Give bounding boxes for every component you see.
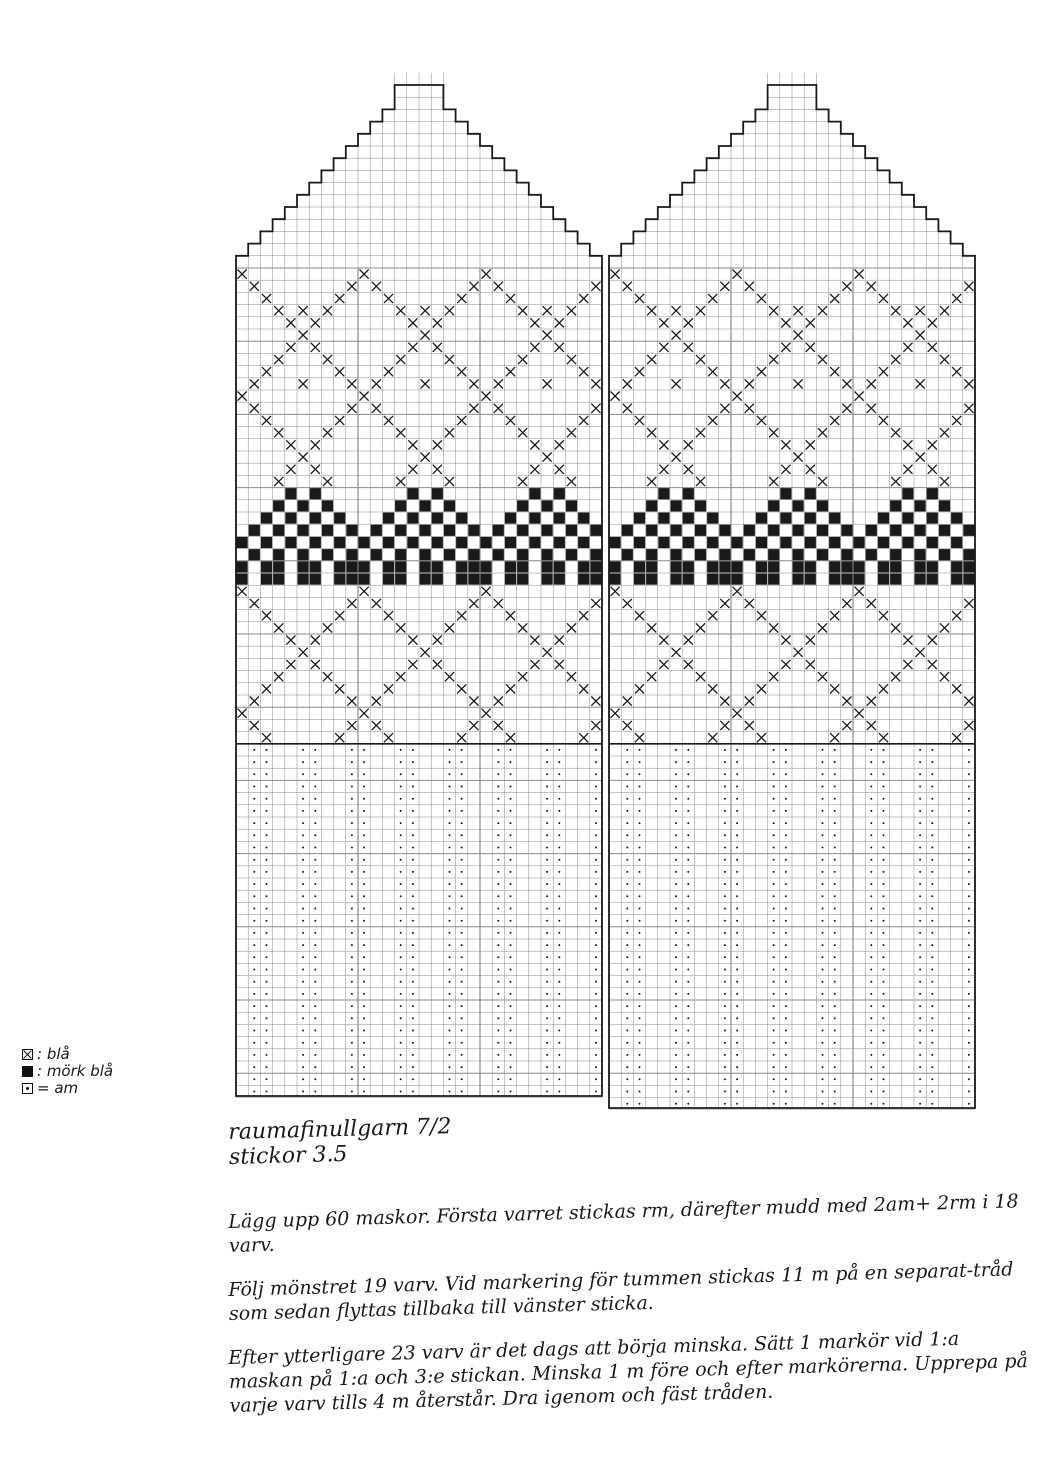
instruction-decrease: Efter ytterligare 23 varv är det dags att börja minska. Sätt 1 markör vid 1:a maskan på 1:a och 3:e stickan. Minska 1 m före och efter markörerna. Upprepa på varje varv tills 4 m återstår. Dra igenom och fäst tråden.	[228, 1327, 1029, 1417]
dot-icon	[22, 1083, 33, 1094]
left-mitten-chart	[236, 73, 602, 1098]
instruction-cast-on: Lägg upp 60 maskor. Första varret stickas rm, därefter mudd med 2am+ 2rm i 18 varv.	[228, 1190, 1019, 1257]
legend-purl: = am	[22, 1080, 113, 1097]
legend	[22, 1046, 113, 1097]
legend-blue: : blå	[22, 1046, 113, 1063]
x-icon	[22, 1049, 33, 1060]
legend-dark-blue: : mörk blå	[22, 1063, 113, 1080]
filled-square-icon	[22, 1066, 33, 1077]
instruction-pattern: Följ mönstret 19 varv. Vid markering för tummen stickas 11 m på en separat-tråd som sedan flyttas tillbaka till vänster sticka.	[228, 1258, 1014, 1325]
pattern-notes	[228, 1114, 1029, 1418]
right-mitten-chart	[609, 73, 975, 1110]
yarn-info: raumafinullgarn 7/2 stickor 3.5	[228, 1114, 452, 1170]
